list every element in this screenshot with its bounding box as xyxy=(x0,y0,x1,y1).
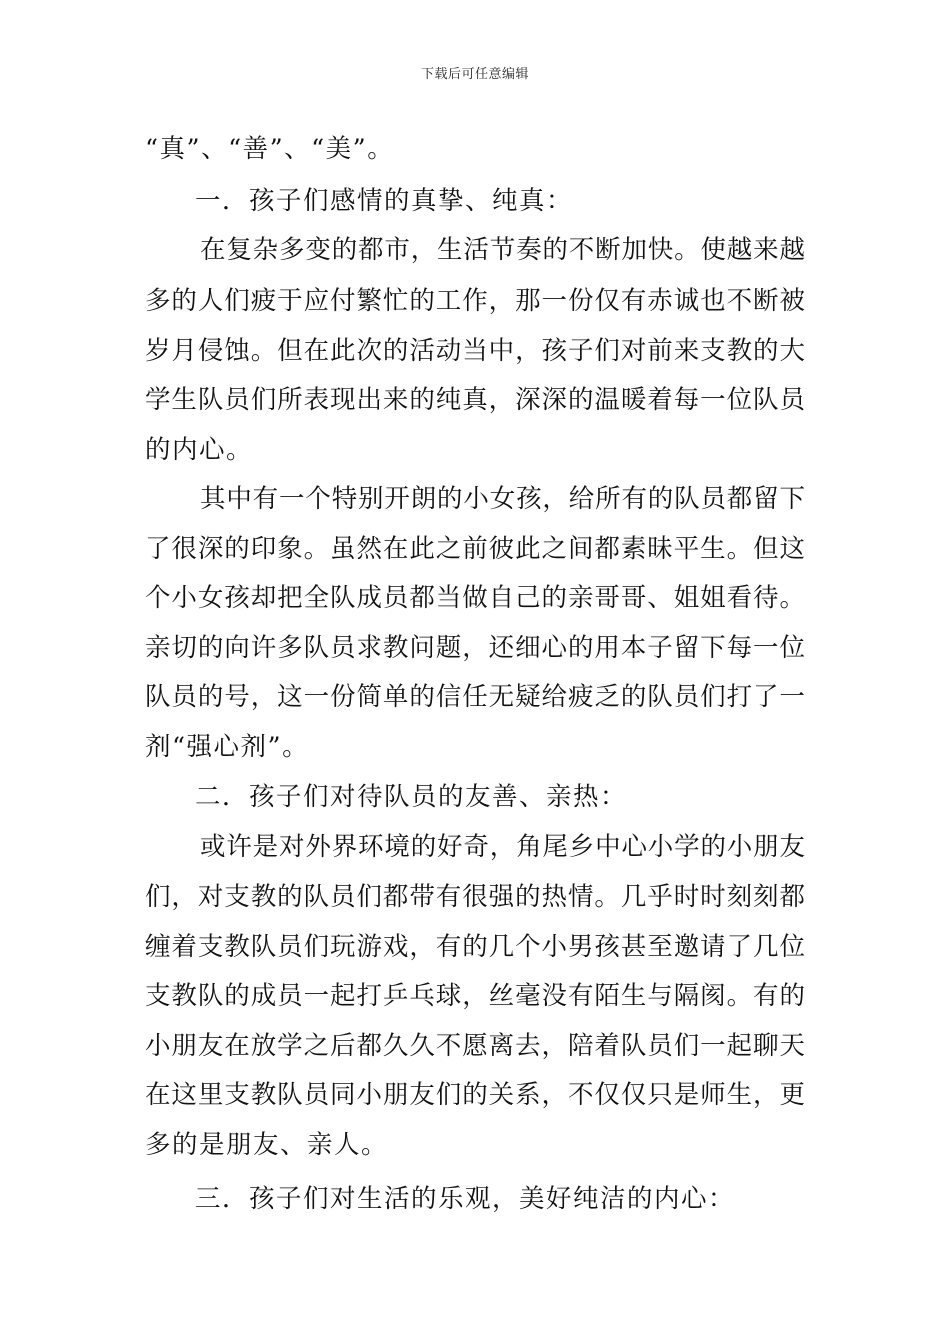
text-line: 缠着支教队员们玩游戏，有的几个小男孩甚至邀请了几位 xyxy=(145,932,805,962)
section-heading: 三．孩子们对生活的乐观，美好纯洁的内心： xyxy=(195,1184,736,1214)
text-line: “真”、“善”、“美”。 xyxy=(145,134,395,164)
text-line: 了很深的印象。虽然在此之前彼此之间都素昧平生。但这 xyxy=(145,534,805,564)
text-line: 个小女孩却把全队成员都当做自己的亲哥哥、姐姐看待。 xyxy=(145,583,805,613)
page-header-note: 下载后可任意编辑 xyxy=(420,67,529,82)
section-heading: 一．孩子们感情的真挚、纯真： xyxy=(195,186,574,216)
section-heading: 二．孩子们对待队员的友善、亲热： xyxy=(195,782,628,812)
text-line: 或许是对外界环境的好奇，角尾乡中心小学的小朋友 xyxy=(200,832,805,862)
text-line: 多的人们疲于应付繁忙的工作，那一份仅有赤诚也不断被 xyxy=(145,286,805,316)
text-line: 的内心。 xyxy=(145,435,254,465)
text-line: 们，对支教的队员们都带有很强的热情。几乎时时刻刻都 xyxy=(145,882,805,912)
text-line: 剂“强心剂”。 xyxy=(145,732,310,762)
text-line: 小朋友在放学之后都久久不愿离去，陪着队员们一起聊天 xyxy=(145,1031,805,1061)
text-line: 学生队员们所表现出来的纯真，深深的温暖着每一位队员 xyxy=(145,385,805,415)
text-line: 在这里支教队员同小朋友们的关系，不仅仅只是师生，更 xyxy=(145,1080,805,1110)
text-line: 支教队的成员一起打乒乓球，丝毫没有陌生与隔阂。有的 xyxy=(145,981,805,1011)
text-line: 多的是朋友、亲人。 xyxy=(145,1130,389,1160)
text-line: 在复杂多变的都市，生活节奏的不断加快。使越来越 xyxy=(200,235,805,265)
text-line: 岁月侵蚀。但在此次的活动当中，孩子们对前来支教的大 xyxy=(145,336,805,366)
text-line: 队员的号，这一份简单的信任无疑给疲乏的队员们打了一 xyxy=(145,682,805,712)
text-line: 其中有一个特别开朗的小女孩，给所有的队员都留下 xyxy=(200,484,805,514)
text-line: 亲切的向许多队员求教问题，还细心的用本子留下每一位 xyxy=(145,633,805,663)
